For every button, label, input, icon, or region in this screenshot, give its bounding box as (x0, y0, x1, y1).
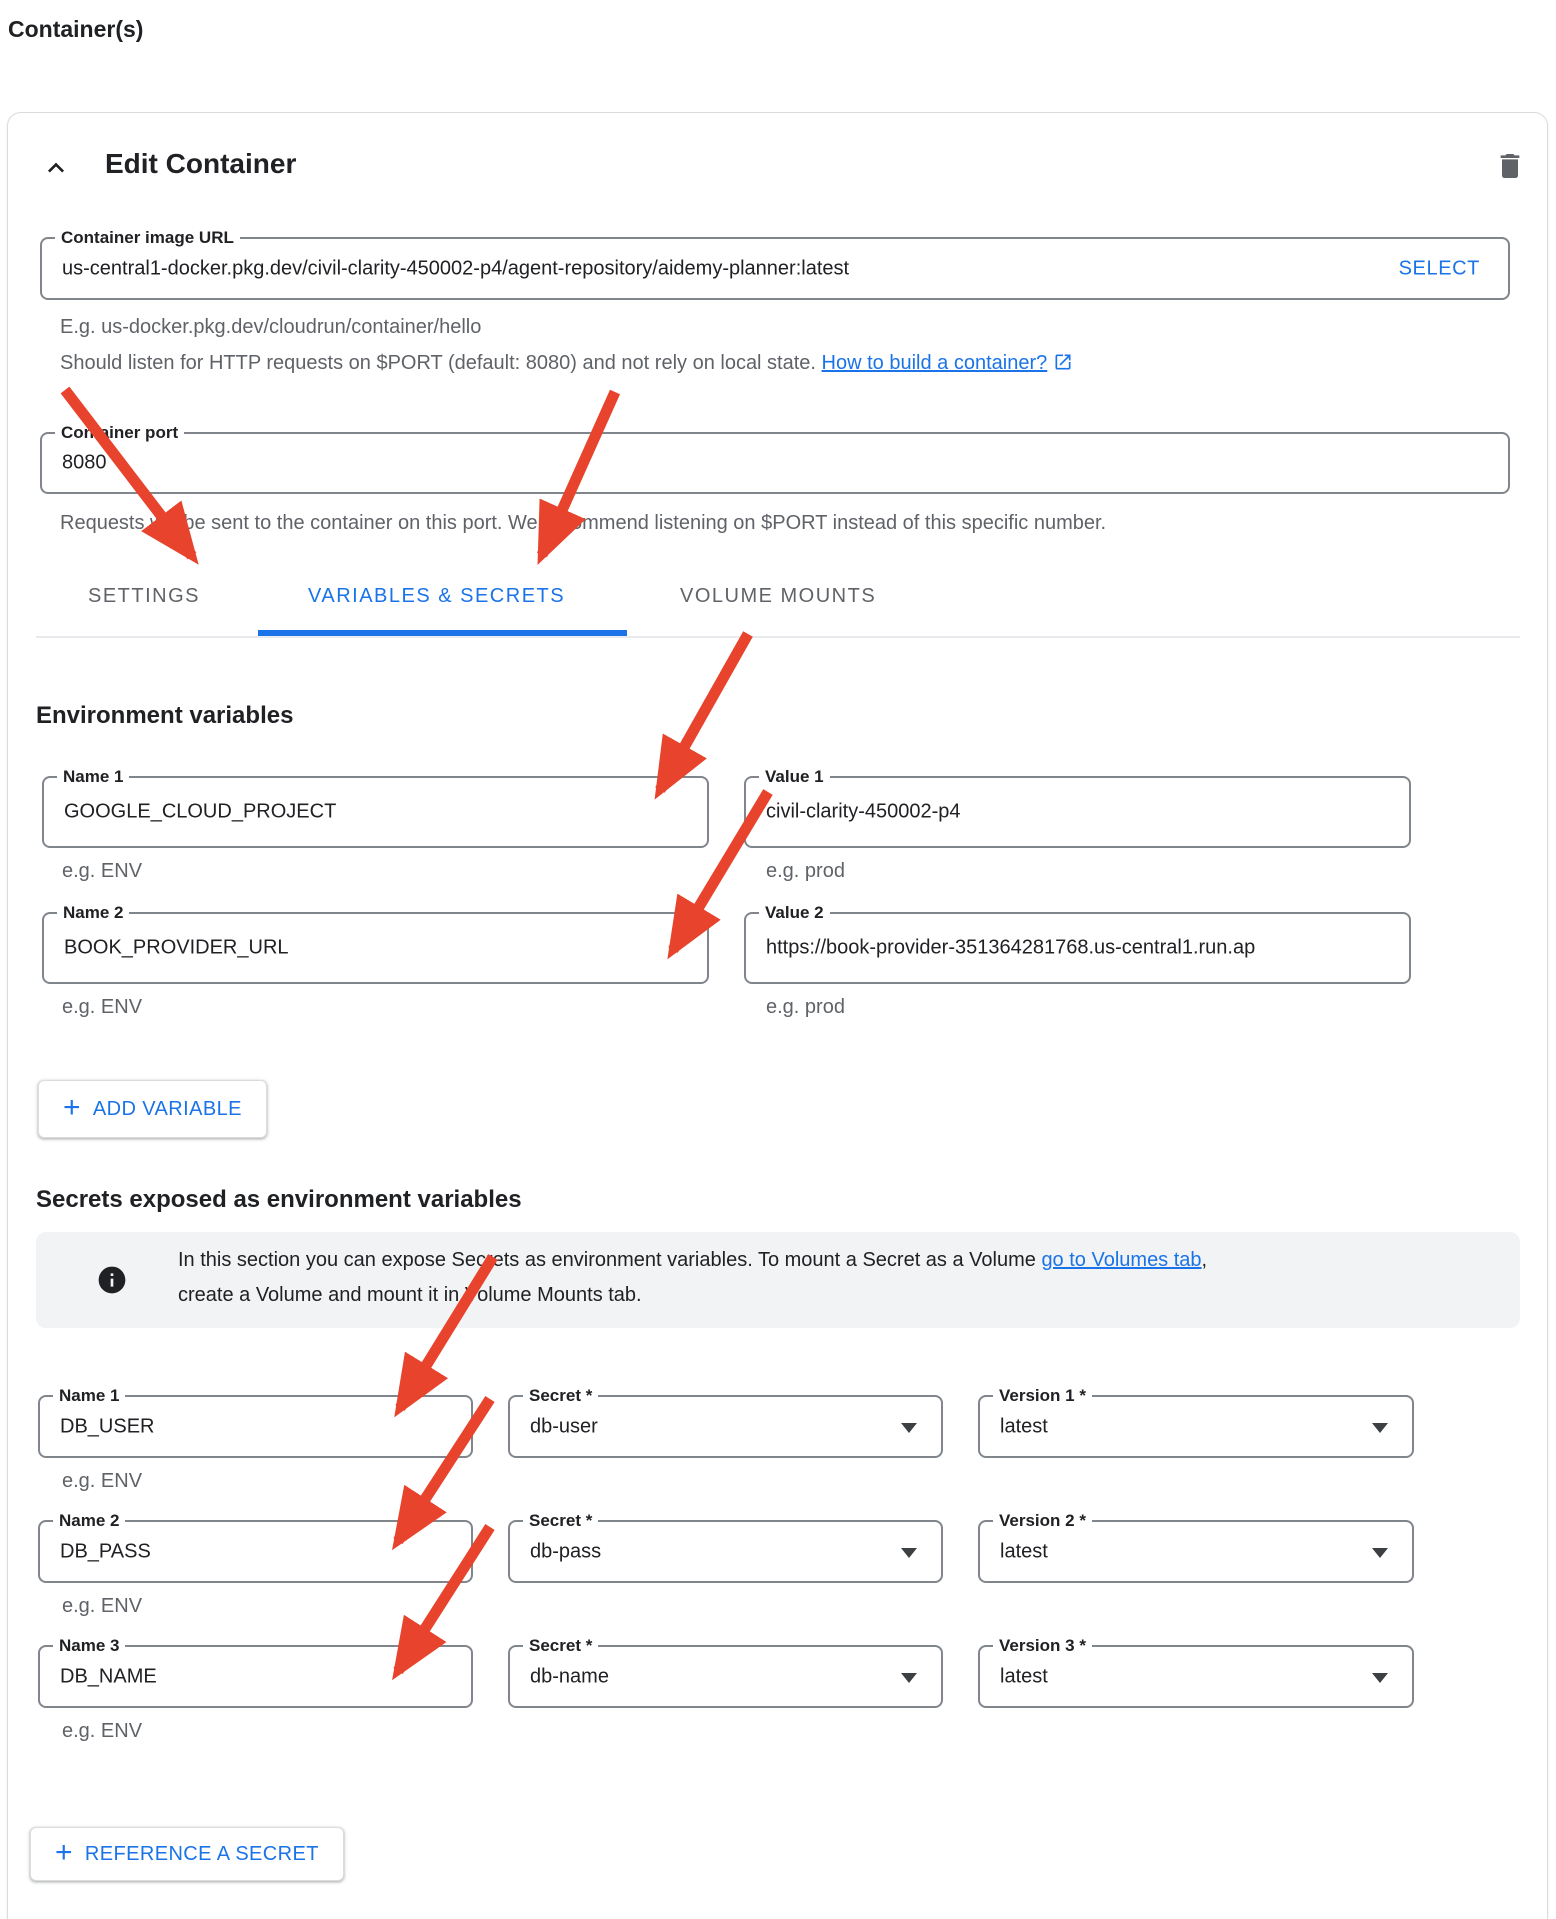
env-value-1-value[interactable]: civil-clarity-450002-p4 (766, 800, 961, 823)
secret-name-2-field[interactable] (38, 1511, 473, 1583)
secret-name-2-label: Name 2 (53, 1509, 125, 1533)
env-name-2-label: Name 2 (57, 901, 129, 925)
secret-name-3-helper: e.g. ENV (62, 1720, 143, 1742)
env-variables-heading: Environment variables (36, 702, 294, 729)
version-select-3-label: Version 3 * (993, 1634, 1092, 1658)
secret-select-3-value: db-name (530, 1665, 609, 1687)
trash-icon[interactable] (1494, 150, 1526, 182)
helper-text: Should listen for HTTP requests on $PORT (default: 8080) and not rely on local state. (60, 352, 822, 374)
container-port-label: Container port (55, 421, 184, 445)
env-name-2-helper: e.g. ENV (62, 996, 143, 1018)
tab-divider (36, 636, 1520, 638)
collapse-chevron-up-icon[interactable] (40, 152, 72, 184)
how-to-build-link[interactable]: How to build a container? (821, 352, 1048, 374)
tab-settings[interactable]: SETTINGS (88, 585, 201, 607)
tab-variables-secrets[interactable]: VARIABLES & SECRETS (308, 585, 566, 607)
secret-name-3-value[interactable]: DB_NAME (60, 1665, 157, 1687)
info-text-part1: In this section you can expose Secrets as environment variables. To mount a Secret as a Volume (178, 1249, 1042, 1271)
secret-name-3-field[interactable] (38, 1636, 473, 1708)
external-link-icon (1053, 352, 1073, 372)
dropdown-caret-icon (1372, 1673, 1388, 1683)
container-port-value[interactable]: 8080 (62, 451, 107, 474)
secrets-heading: Secrets exposed as environment variables (36, 1186, 522, 1213)
plus-icon: + (63, 1090, 81, 1124)
secret-name-2-helper: e.g. ENV (62, 1595, 143, 1617)
info-icon (96, 1264, 128, 1296)
version-select-1-value: latest (1000, 1415, 1048, 1437)
plus-icon: + (55, 1835, 73, 1869)
env-value-1-helper: e.g. prod (766, 860, 845, 882)
image-url-port-helper (60, 352, 1073, 375)
secret-name-2-value[interactable]: DB_PASS (60, 1540, 151, 1562)
version-select-3[interactable] (978, 1636, 1414, 1708)
env-name-1-helper: e.g. ENV (62, 860, 143, 882)
dropdown-caret-icon (1372, 1423, 1388, 1433)
secret-select-3[interactable] (508, 1636, 943, 1708)
secrets-info-text (178, 1243, 1218, 1313)
env-name-1-field[interactable] (42, 767, 709, 848)
version-select-1-label: Version 1 * (993, 1384, 1092, 1408)
secret-select-3-label: Secret * (523, 1634, 598, 1658)
secret-name-3-label: Name 3 (53, 1634, 125, 1658)
dropdown-caret-icon (1372, 1548, 1388, 1558)
dropdown-caret-icon (901, 1673, 917, 1683)
tab-volume-mounts[interactable]: VOLUME MOUNTS (680, 585, 877, 607)
container-image-url-label: Container image URL (55, 226, 240, 250)
secret-select-2-label: Secret * (523, 1509, 598, 1533)
secret-name-1-value[interactable]: DB_USER (60, 1415, 155, 1437)
secret-select-2[interactable] (508, 1511, 943, 1583)
version-select-1[interactable] (978, 1386, 1414, 1458)
info-text-part2: , create a Volume and mount it in Volume Mounts tab. (178, 1249, 1208, 1306)
secret-select-1-value: db-user (530, 1415, 598, 1437)
secret-name-1-helper: e.g. ENV (62, 1470, 143, 1492)
version-select-2-value: latest (1000, 1540, 1048, 1562)
port-helper: Requests will be sent to the container on this port. We recommend listening on $PORT instead of this specific number. (60, 512, 1107, 534)
container-image-url-field[interactable] (40, 228, 1510, 300)
dropdown-caret-icon (901, 1423, 917, 1433)
env-name-1-label: Name 1 (57, 765, 129, 789)
env-value-2-label: Value 2 (759, 901, 830, 925)
secret-name-1-field[interactable] (38, 1386, 473, 1458)
env-value-1-field[interactable] (744, 767, 1411, 848)
container-image-url-value[interactable]: us-central1-docker.pkg.dev/civil-clarity-450002-p4/agent-repository/aidemy-planner:latest (62, 257, 850, 279)
add-variable-button[interactable] (38, 1080, 267, 1138)
image-url-example-helper: E.g. us-docker.pkg.dev/cloudrun/container/hello (60, 316, 482, 338)
add-variable-label: ADD VARIABLE (92, 1097, 242, 1120)
select-image-button[interactable]: SELECT (1398, 257, 1480, 279)
container-port-field[interactable] (40, 423, 1510, 494)
env-name-2-value[interactable]: BOOK_PROVIDER_URL (64, 936, 289, 959)
version-select-2-label: Version 2 * (993, 1509, 1092, 1533)
page-title: Container(s) (8, 16, 144, 42)
dropdown-caret-icon (901, 1548, 917, 1558)
env-value-2-helper: e.g. prod (766, 996, 845, 1018)
env-name-1-value[interactable]: GOOGLE_CLOUD_PROJECT (64, 800, 337, 823)
card-title: Edit Container (105, 148, 297, 179)
secrets-info-banner (36, 1232, 1520, 1328)
reference-secret-label: REFERENCE A SECRET (84, 1842, 319, 1865)
secret-select-1[interactable] (508, 1386, 943, 1458)
secret-name-1-label: Name 1 (53, 1384, 125, 1408)
reference-secret-button[interactable] (30, 1827, 344, 1881)
version-select-2[interactable] (978, 1511, 1414, 1583)
secret-select-2-value: db-pass (530, 1540, 602, 1562)
go-to-volumes-link[interactable]: go to Volumes tab (1041, 1249, 1202, 1271)
env-value-1-label: Value 1 (759, 765, 830, 789)
secret-select-1-label: Secret * (523, 1384, 598, 1408)
env-value-2-field[interactable] (744, 903, 1411, 984)
version-select-3-value: latest (1000, 1665, 1048, 1687)
env-value-2-value[interactable]: https://book-provider-351364281768.us-central1.run.ap (766, 936, 1256, 959)
env-name-2-field[interactable] (42, 903, 709, 984)
